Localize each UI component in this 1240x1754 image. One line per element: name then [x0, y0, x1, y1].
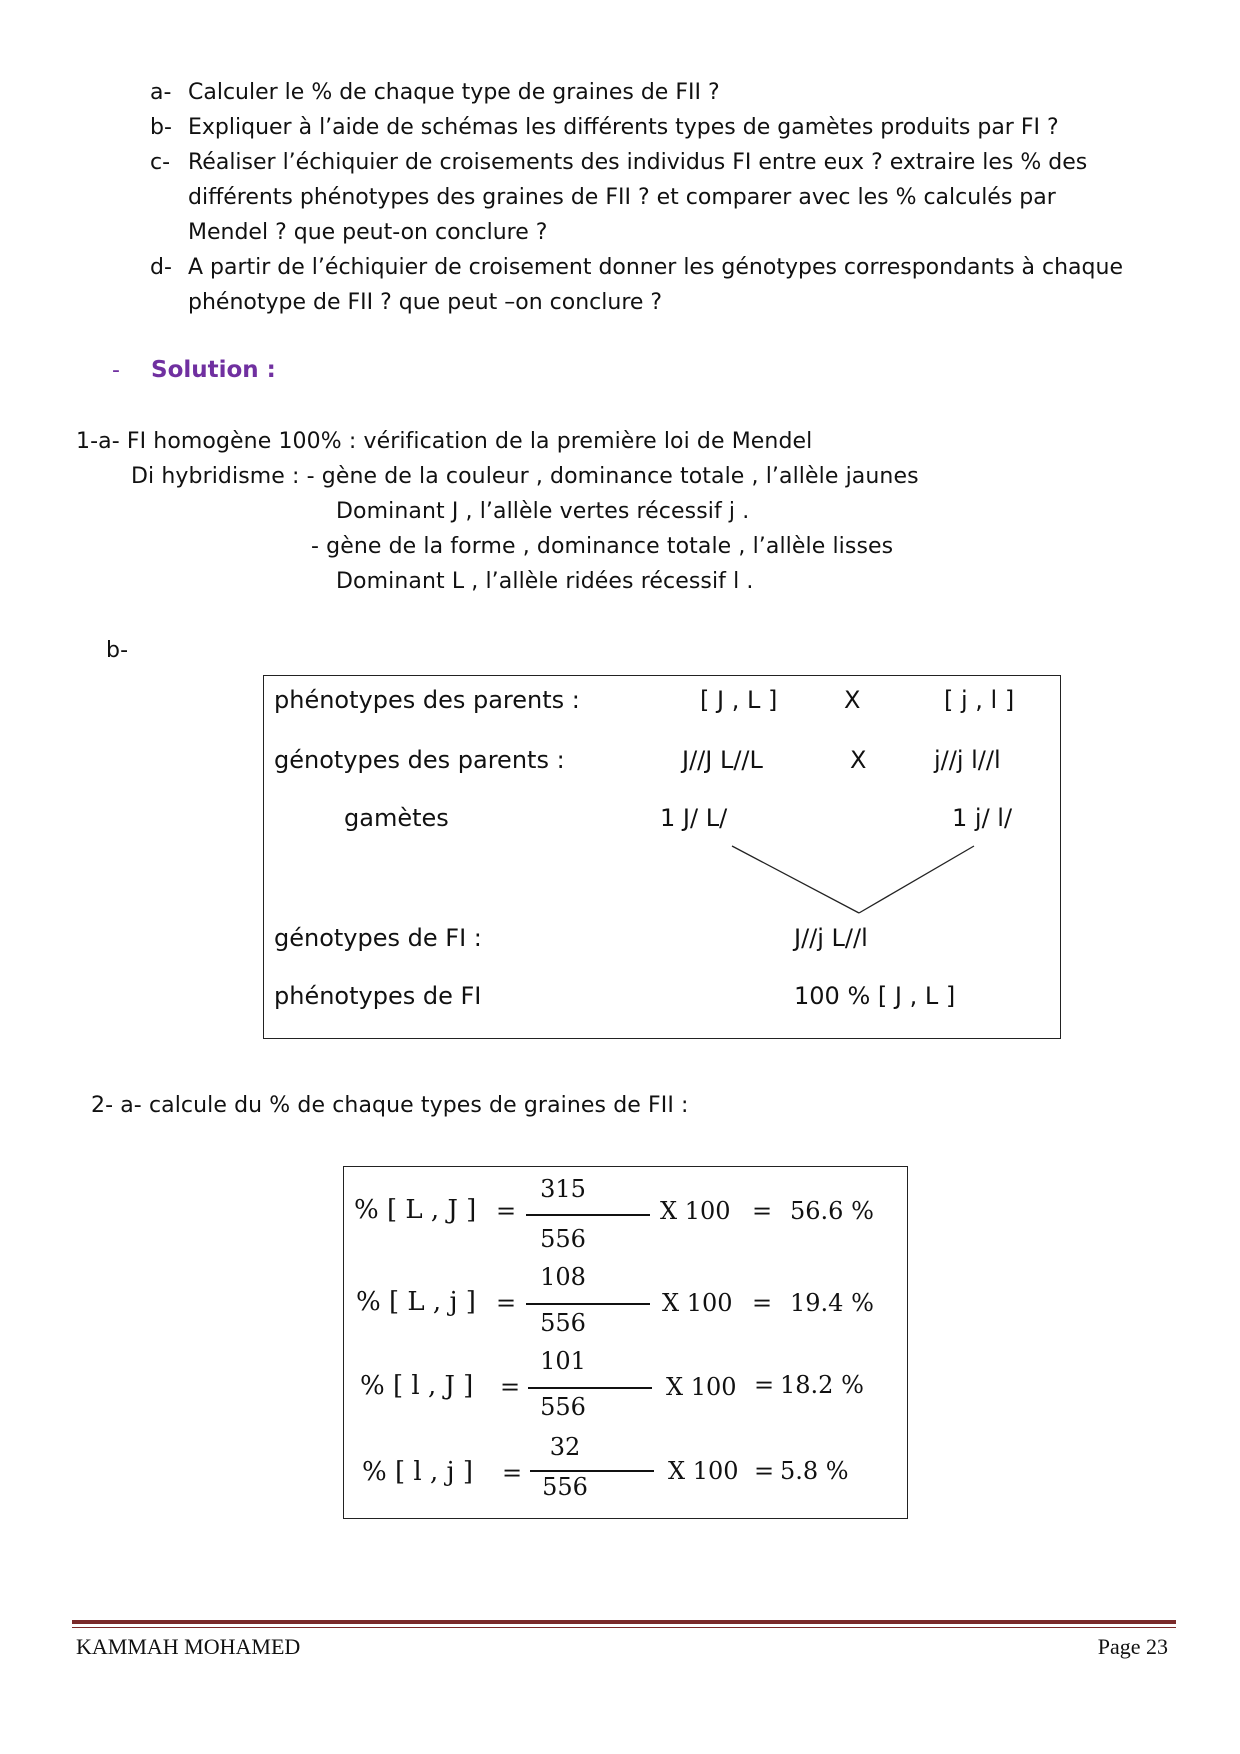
question-b-label: b- [150, 115, 172, 140]
question-c-label: c- [150, 150, 171, 175]
calc-row-lhs: % [ l , j ] [362, 1457, 473, 1487]
calc-row-numerator: 315 [540, 1175, 586, 1203]
question-a-text: Calculer le % de chaque type de graines de FII ? [188, 80, 720, 105]
solution-dash: - [112, 358, 120, 383]
question-a-label: a- [150, 80, 172, 105]
calc-row-denominator: 556 [540, 1393, 586, 1421]
parents-phenotype-left: [ J , L ] [700, 686, 778, 714]
calc-row-multiplier: X 100 [666, 1373, 737, 1401]
footer-page-number: Page 23 [1097, 1634, 1168, 1659]
calc-row-numerator: 101 [540, 1347, 586, 1375]
cross-diagram-box [263, 675, 1061, 1039]
calc-row-equals-2: = [752, 1289, 773, 1317]
calc-row-denominator: 556 [540, 1225, 586, 1253]
calc-row-equals: = [500, 1373, 521, 1401]
question-c-line1: Réaliser l’échiquier de croisements des individus FI entre eux ? extraire les % des [188, 150, 1088, 175]
parents-phenotype-right: [ j , l ] [944, 686, 1015, 714]
parents-genotype-right: j//j l//l [934, 746, 1001, 774]
fusion-line-left [732, 846, 859, 913]
calc-row-result: 56.6 % [790, 1197, 874, 1225]
solution-title: Solution : [151, 357, 276, 383]
question-d-label: d- [150, 255, 172, 280]
calc-row-denominator: 556 [540, 1309, 586, 1337]
calc-row-equals-2: = [752, 1197, 773, 1225]
calc-row-numerator: 108 [540, 1263, 586, 1291]
calc-row-multiplier: X 100 [668, 1457, 739, 1485]
f1-phenotype-label: phénotypes de FI [274, 982, 482, 1010]
calc-row [344, 1263, 907, 1347]
question-d-line1: A partir de l’échiquier de croisement donner les génotypes correspondants à chaque [188, 255, 1123, 280]
parents-genotype-label: génotypes des parents : [274, 746, 565, 774]
f1-phenotype-value: 100 % [ J , L ] [794, 982, 956, 1010]
fraction-bar [526, 1214, 650, 1216]
gametes-right: 1 j/ l/ [952, 804, 1013, 832]
cross-symbol-2: X [850, 746, 867, 774]
part2-title: 2- a- calcule du % de chaque types de graines de FII : [91, 1093, 689, 1118]
gametes-left: 1 J/ L/ [660, 804, 728, 832]
question-d-line2: phénotype de FII ? que peut –on conclure ? [188, 290, 663, 315]
footer-rule-thin [72, 1627, 1176, 1628]
calc-row [344, 1175, 907, 1255]
f1-genotype-value: J//j L//l [794, 924, 868, 952]
part1-line4: - gène de la forme , dominance totale , l’allèle lisses [311, 534, 894, 559]
calc-row-multiplier: X 100 [662, 1289, 733, 1317]
fraction-bar [526, 1303, 650, 1305]
calc-row-equals-2: = [754, 1371, 775, 1399]
calc-row-result: 19.4 % [790, 1289, 874, 1317]
calc-row-lhs: % [ l , J ] [360, 1371, 474, 1401]
calc-row-equals: = [496, 1289, 517, 1317]
calc-row-equals: = [502, 1459, 523, 1487]
f1-genotype-label: génotypes de FI : [274, 924, 482, 952]
calc-row-lhs: % [ L , J ] [354, 1195, 477, 1225]
part1-b-label: b- [106, 638, 129, 663]
calc-row-multiplier: X 100 [660, 1197, 731, 1225]
question-c-line3: Mendel ? que peut-on conclure ? [188, 220, 548, 245]
gametes-label: gamètes [344, 804, 449, 832]
part1-line2: Di hybridisme : - gène de la couleur , dominance totale , l’allèle jaunes [131, 464, 919, 489]
calc-row [344, 1347, 907, 1431]
parents-phenotype-label: phénotypes des parents : [274, 686, 580, 714]
footer-rule-thick [72, 1620, 1176, 1624]
calc-row [344, 1433, 907, 1517]
calc-row-equals: = [496, 1197, 517, 1225]
part1-line1: 1-a- FI homogène 100% : vérification de la première loi de Mendel [76, 429, 813, 454]
footer-author: KAMMAH MOHAMED [76, 1634, 301, 1659]
fraction-bar [530, 1470, 654, 1472]
calc-row-result: 5.8 % [780, 1457, 849, 1485]
question-c-line2: différents phénotypes des graines de FII ? et comparer avec les % calculés par [188, 185, 1056, 210]
fraction-bar [528, 1387, 652, 1389]
parents-genotype-left: J//J L//L [682, 746, 763, 774]
fusion-line-right [859, 846, 974, 913]
calc-row-result: 18.2 % [780, 1371, 864, 1399]
calc-row-lhs: % [ L , j ] [356, 1287, 476, 1317]
question-b-text: Expliquer à l’aide de schémas les différents types de gamètes produits par FI ? [188, 115, 1059, 140]
part1-line5: Dominant L , l’allèle ridées récessif l . [336, 569, 754, 594]
calc-row-equals-2: = [754, 1457, 775, 1485]
calculation-box [343, 1166, 908, 1519]
calc-row-numerator: 32 [549, 1433, 581, 1461]
cross-symbol-1: X [844, 686, 861, 714]
calc-row-denominator: 556 [542, 1473, 588, 1501]
part1-line3: Dominant J , l’allèle vertes récessif j . [336, 499, 750, 524]
